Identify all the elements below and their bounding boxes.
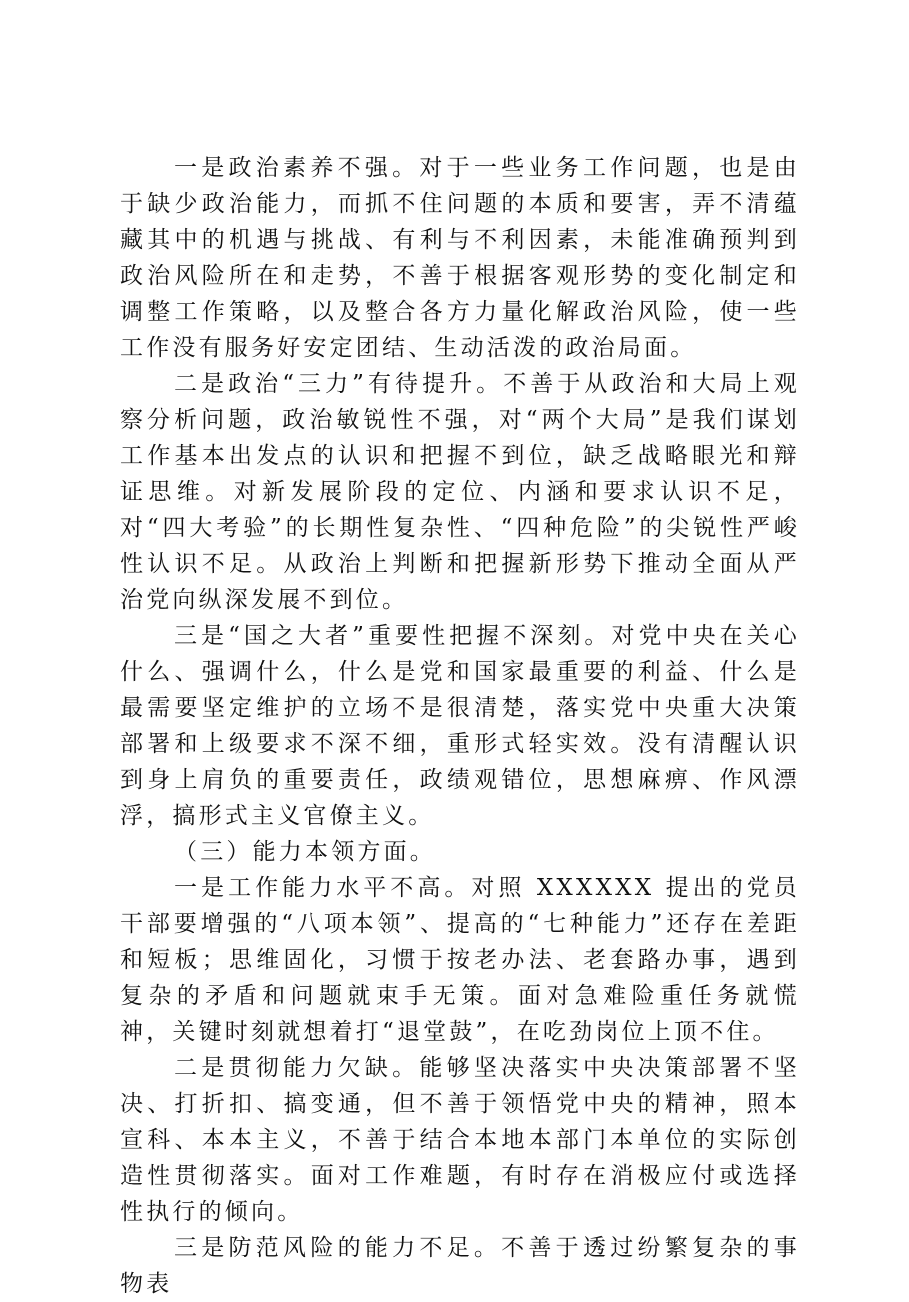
paragraph-work-ability: 一是工作能力水平不高。对照 XXXXXX 提出的党员干部要增强的“八项本领”、提高的“七种能力”还存在差距和短板；思维固化，习惯于按老办法、老套路办事，遇到复杂的矛盾和问题就束手无策。面对急难险重任务就慌神，关键时刻就想着打“退堂鼓”，在吃劲岗位上顶不住。 [120, 875, 800, 1045]
paragraph-political-quality: 一是政治素养不强。对于一些业务工作问题，也是由于缺少政治能力，而抓不住问题的本质和要害，弄不清蕴藏其中的机遇与挑战、有利与不利因素，未能准确预判到政治风险所在和走势，不善于根据客观形势的变化制定和调整工作策略，以及整合各方力量化解政治风险，使一些工作没有服务好安定团结、生动活泼的政治局面。 [120, 155, 800, 361]
paragraph-implementation-ability: 二是贯彻能力欠缺。能够坚决落实中央决策部署不坚决、打折扣、搞变通，但不善于领悟党中央的精神，照本宣科、本本主义，不善于结合本地本部门本单位的实际创造性贯彻落实。面对工作难题，有时存在消极应付或选择性执行的倾向。 [120, 1055, 800, 1225]
section-heading-ability: （三）能力本领方面。 [174, 839, 436, 865]
document-page [120, 150, 800, 1302]
paragraph-political-three-abilities: 二是政治“三力”有待提升。不善于从政治和大局上观察分析问题，政治敏锐性不强，对“两个大局”是我们谋划工作基本出发点的认识和把握不到位，缺乏战略眼光和辩证思维。对新发展阶段的定位、内涵和要求认识不足，对“四大考验”的长期性复杂性、“四种危险”的尖锐性严峻性认识不足。从政治上判断和把握新形势下推动全面从严治党向纵深发展不到位。 [120, 371, 800, 613]
paragraph-national-priorities: 三是“国之大者”重要性把握不深刻。对党中央在关心什么、强调什么，什么是党和国家最重要的利益、什么是最需要坚定维护的立场不是很清楚，落实党中央重大决策部署和上级要求不深不细，重形式轻实效。没有清醒认识到身上肩负的重要责任，政绩观错位，思想麻痹、作风漂浮，搞形式主义官僚主义。 [120, 623, 800, 829]
paragraph-risk-prevention: 三是防范风险的能力不足。不善于透过纷繁复杂的事物表 [120, 1235, 800, 1297]
